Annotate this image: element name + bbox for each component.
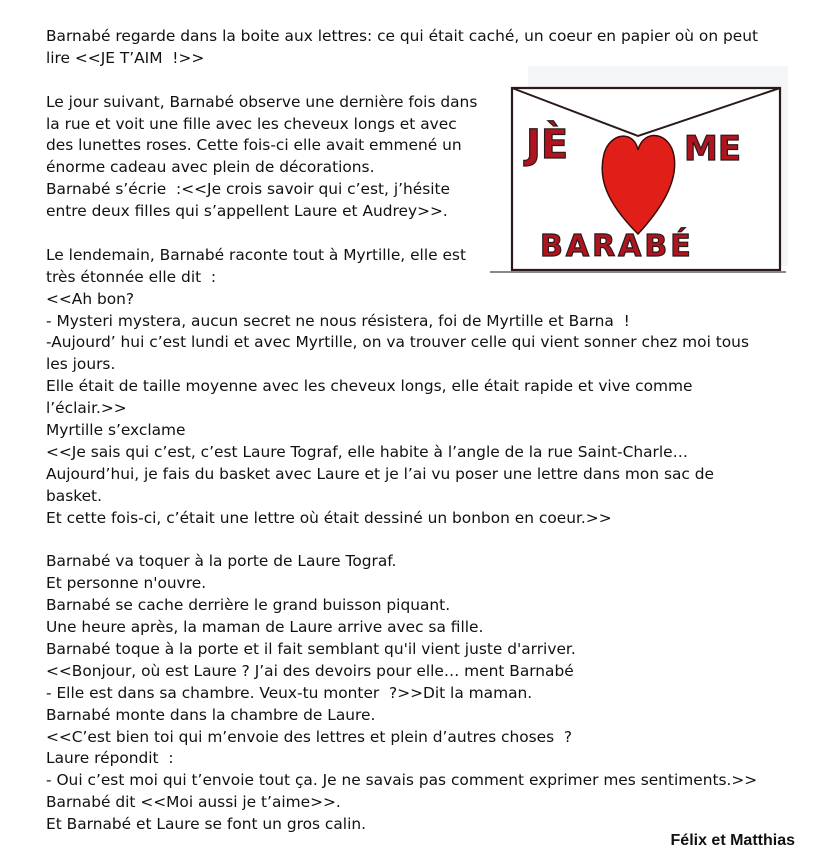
story-line: les jours. [46,355,116,374]
story-line: Une heure après, la maman de Laure arrive avec sa fille. [46,618,484,637]
story-line: Barnabé monte dans la chambre de Laure. [46,705,376,724]
story-line: Laure répondit : [46,749,174,768]
story-line: l’éclair.>> [46,399,127,418]
paragraph-gap [46,529,816,551]
story-line: - Elle est dans sa chambre. Veux-tu monter ?>>Dit la maman. [46,683,533,702]
drawing-word-bottom: BARABÉ [540,229,694,264]
story-line: Barnabé va toquer à la porte de Laure Tograf. [46,552,397,571]
story-line: Le lendemain, Barnabé raconte tout à Myrtille, elle est [46,245,466,264]
story-line: Barnabé dit <<Moi aussi je t’aime>>. [46,793,341,812]
story-line: Aujourd’hui, je fais du basket avec Laure et je l’ai vu poser une lettre dans mon sac de [46,464,715,483]
story-line: entre deux filles qui s’appellent Laure et Audrey>>. [46,202,448,221]
drawing-word-left: JÈ [526,122,569,168]
story-line: basket. [46,486,102,505]
story-line: -Aujourd’ hui c’est lundi et avec Myrtille, on va trouver celle qui vient sonner chez moi tous [46,333,749,352]
story-line: Barnabé s’écrie :<<Je crois savoir qui c’est, j’hésite [46,180,451,199]
author-credit: Félix et Matthias [670,832,795,849]
story-line: Barnabé regarde dans la boite aux lettres: ce qui était caché, un coeur en papier où on peut [46,27,759,45]
story-line: <<Ah bon? [46,289,135,308]
story-line: très étonnée elle dit : [46,267,217,286]
story-line: <<C’est bien toi qui m’envoie des lettres et plein d’autres choses ? [46,727,573,746]
story-line: la rue et voit une fille avec les cheveux longs et avec [46,114,457,133]
story-line: des lunettes roses. Cette fois-ci elle avait emmené un [46,136,462,155]
story-line: <<Je sais qui c’est, c’est Laure Tograf, elle habite à l’angle de la rue Saint-Charle… [46,442,688,461]
drawing-word-right: ME [684,129,742,169]
story-line: - Mysteri mystera, aucun secret ne nous résistera, foi de Myrtille et Barna ! [46,311,630,330]
story-line: Et cette fois-ci, c’était une lettre où était dessiné un bonbon en coeur.>> [46,508,612,527]
story-line: énorme cadeau avec plein de décorations. [46,158,375,177]
story-line: Elle était de taille moyenne avec les cheveux longs, elle était rapide et vive comme [46,377,693,396]
story-line: Et Barnabé et Laure se font un gros calin. [46,815,366,834]
story-line: Barnabé toque à la porte et il fait semblant qu'il vient juste d'arriver. [46,639,576,658]
story-line: - Oui c’est moi qui t’envoie tout ça. Je ne savais pas comment exprimer mes sentiments.>> [46,771,758,790]
envelope-heart-drawing [488,66,788,276]
story-line: Myrtille s’exclame [46,421,186,440]
story-line: <<Bonjour, où est Laure ? J’ai des devoirs pour elle… ment Barnabé [46,661,574,680]
story-line: Et personne n'ouvre. [46,574,207,593]
story-line: Barnabé se cache derrière le grand buisson piquant. [46,596,451,615]
story-line: Le jour suivant, Barnabé observe une dernière fois dans [46,92,478,111]
story-line: lire <<JE T’AIM !>> [46,48,205,67]
